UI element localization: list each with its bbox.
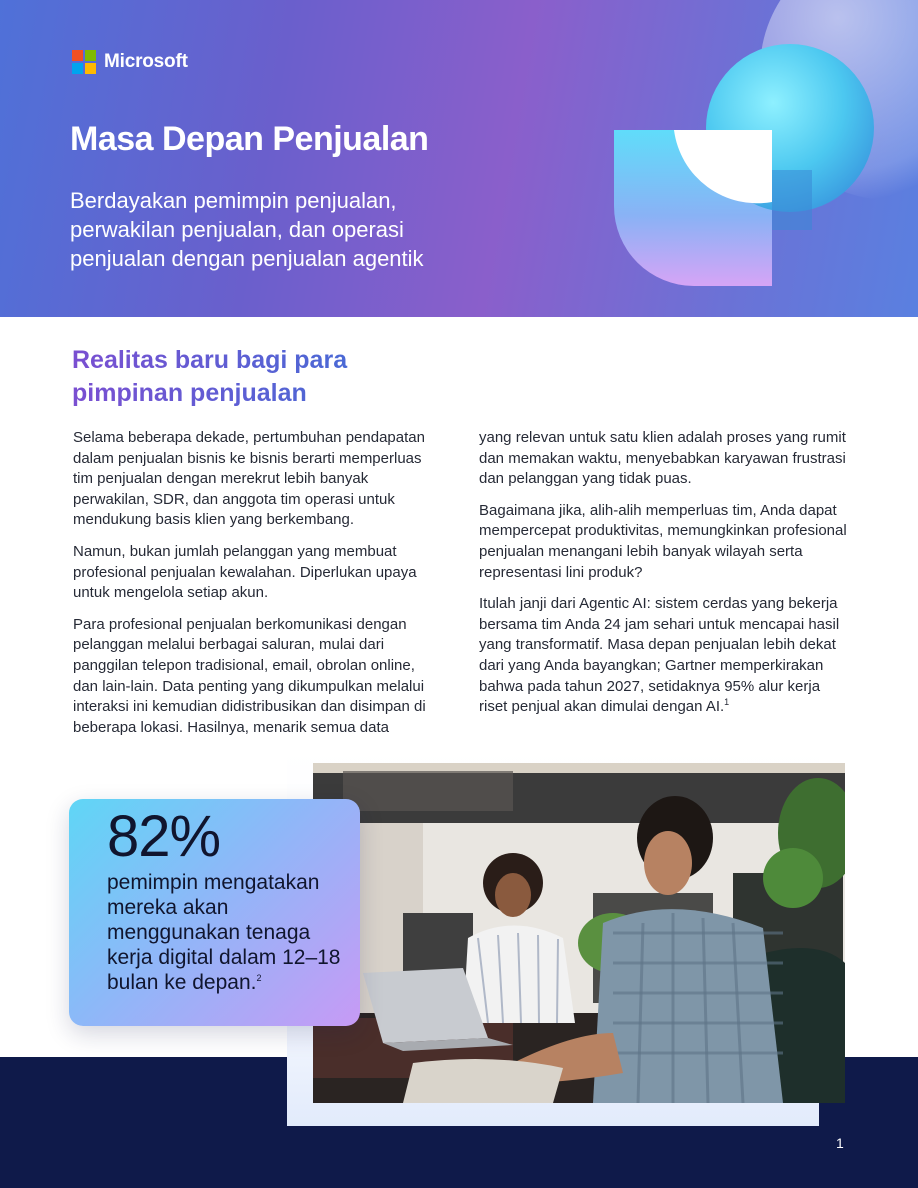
stat-description-block: [107, 870, 347, 995]
paragraph-with-footnote: [479, 594, 849, 718]
paragraph-text: Itulah janji dari Agentic AI: sistem cerdas yang bekerja bersama tim Anda 24 jam sehari untuk mencapai hasil yang transformatif. Masa depan penjualan lebih dekat dari yang Anda bayangkan; Gartner memperkirakan bahwa pada tahun 2027, setidaknya 95% alur kerja riset penjual akan dimulai dengan AI.: [479, 595, 840, 716]
left-column: [73, 428, 443, 749]
office-photo: [313, 763, 845, 1103]
paragraph: Bagaimana jika, alih-alih memperluas tim, Anda dapat mempercepat produktivitas, memungkinkan profesional penjualan menangani lebih banyak wilayah serta representasi lini produk?: [479, 501, 847, 581]
page-number: 1: [836, 1135, 844, 1151]
paragraph: Selama beberapa dekade, pertumbuhan pendapatan dalam penjualan bisnis ke bisnis berarti memperluas tim penjualan dengan merekrut lebih banyak perwakilan, SDR, dan anggota tim operasi untuk mendukung basis klien yang berkembang.: [73, 429, 425, 529]
page-subtitle: Berdayakan pemimpin penjualan, perwakilan penjualan, dan operasi penjualan dengan penjualan agentik: [70, 188, 424, 271]
microsoft-logo: [72, 50, 188, 74]
footnote-marker: 1: [724, 697, 730, 708]
paragraph: yang relevan untuk satu klien adalah proses yang rumit dan memakan waktu, menyebabkan karyawan frustrasi dan pelanggan yang tidak puas.: [479, 429, 846, 488]
footnote-marker: 2: [256, 973, 262, 983]
statistic-card: [69, 799, 360, 1026]
brand-name: Microsoft: [104, 51, 188, 72]
stat-description: pemimpin mengatakan mereka akan menggunakan tenaga kerja digital dalam 12–18 bulan ke depan.: [107, 871, 341, 994]
paragraph: Para profesional penjualan berkomunikasi dengan pelanggan melalui berbagai saluran, mulai dari panggilan telepon tradisional, email, obrolan online, dan lain-lain. Data penting yang dikumpulkan melalui interaksi ini kemudian didistribusikan dan disimpan di beberapa lokasi. Hasilnya, menarik semua data: [73, 615, 426, 736]
paragraph: Namun, bukan jumlah pelanggan yang membuat profesional penjualan kewalahan. Diperlukan upaya untuk mengelola setiap akun.: [73, 542, 417, 602]
right-column: [479, 428, 849, 729]
hero-banner: [0, 0, 918, 317]
stat-value: 82%: [107, 804, 221, 869]
page-title: Masa Depan Penjualan: [70, 120, 429, 158]
section-heading: Realitas baru bagi para pimpinan penjualan: [72, 344, 412, 410]
copilot-shape-illustration: [612, 30, 892, 300]
microsoft-logo-icon: [72, 50, 96, 74]
